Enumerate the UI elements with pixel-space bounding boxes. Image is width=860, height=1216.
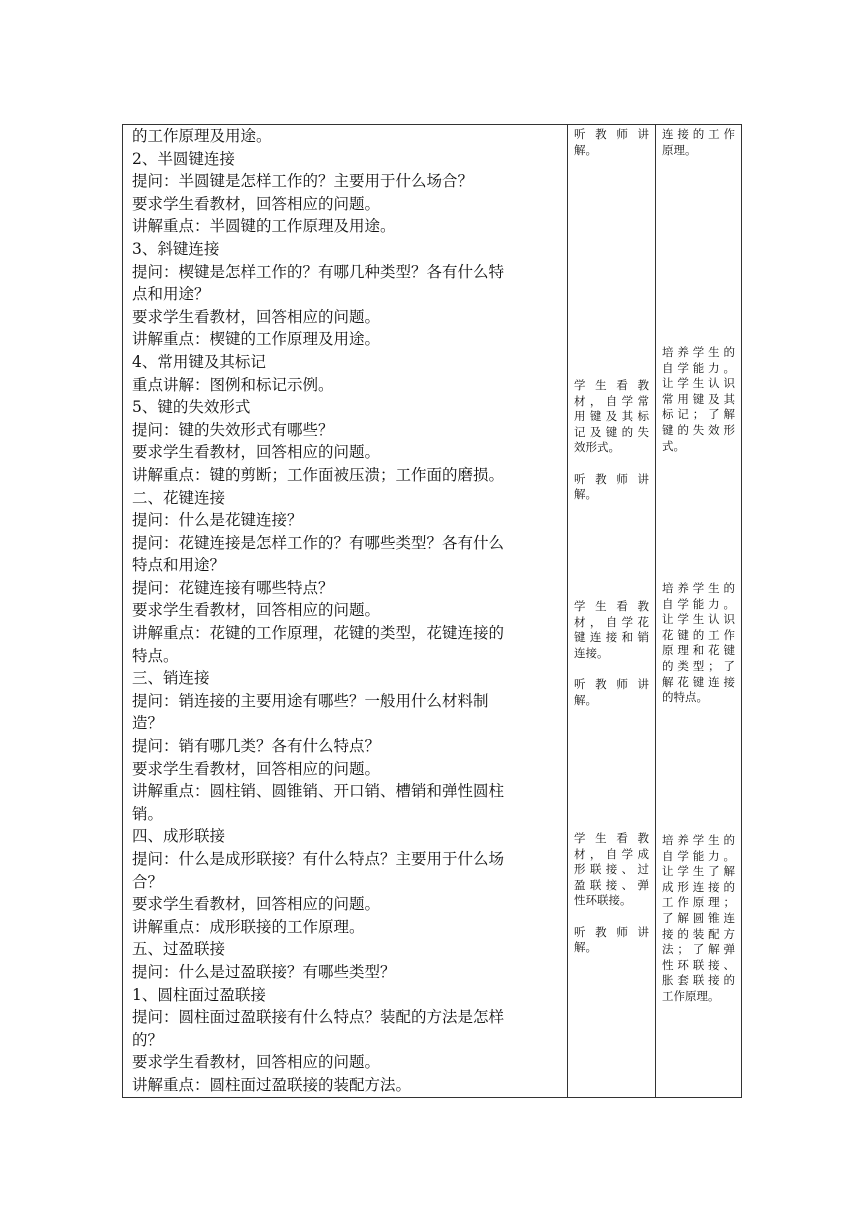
content-line: 讲解重点：键的剪断；工作面被压溃；工作面的磨损。 xyxy=(132,465,505,484)
content-line: 三、销连接 xyxy=(132,669,210,688)
content-line: 讲解重点：圆柱销、圆锥销、开口销、槽销和弹性圆柱 xyxy=(132,782,505,801)
side-text-line: 自学能力。 xyxy=(662,848,735,863)
side-text-line: 记及键的失 xyxy=(574,424,649,439)
side-text-line: 听教师讲 xyxy=(574,127,649,141)
content-line: 点和用途？ xyxy=(132,285,210,304)
content-line: 要求学生看教材，回答相应的问题。 xyxy=(132,759,381,778)
side-text-line: 性环联接、 xyxy=(662,957,735,972)
side-text-line: 工作原理； xyxy=(662,895,735,910)
content-line: 要求学生看教材，回答相应的问题。 xyxy=(132,194,381,213)
spacer xyxy=(574,909,649,925)
content-line: 要求学生看教材，回答相应的问题。 xyxy=(132,1053,381,1072)
content-line: 提问：什么是花键连接？ xyxy=(132,511,303,530)
content-line: 五、过盈联接 xyxy=(132,940,226,959)
side-text-line: 的特点。 xyxy=(662,690,708,705)
content-line: 3、斜键连接 xyxy=(132,239,220,258)
side-text-line: 常用键及其 xyxy=(662,391,735,406)
content-line: 要求学生看教材，回答相应的问题。 xyxy=(132,443,381,462)
side-text-line: 接的装配方 xyxy=(662,926,735,941)
side-text-line: 了解圆锥连 xyxy=(662,910,735,925)
side-text-line: 听教师讲 xyxy=(574,471,649,486)
content-line: 销。 xyxy=(132,804,164,823)
side-text-line: 性环联接。 xyxy=(574,893,632,908)
side-text-line: 解。 xyxy=(574,692,597,707)
content-line: 要求学生看教材，回答相应的问题。 xyxy=(132,307,381,326)
side-text-line: 培养学生的 xyxy=(662,833,735,847)
table-row xyxy=(123,125,742,1098)
teaching-content-text xyxy=(123,125,567,1097)
side-text-line: 用键及其标 xyxy=(574,409,649,424)
content-line: 提问：什么是成形联接？有什么特点？主要用于什么场 xyxy=(132,850,505,868)
side-text-line: 学生看教 xyxy=(574,599,649,613)
content-line: 的？ xyxy=(132,1030,164,1049)
content-line: 提问：销连接的主要用途有哪些？一般用什么材料制 xyxy=(132,691,489,710)
content-line: 提问：花键连接是怎样工作的？有哪些类型？各有什么 xyxy=(132,533,505,552)
content-line: 讲解重点：半圆键的工作原理及用途。 xyxy=(132,217,396,236)
side-text-line: 学生看教 xyxy=(574,378,649,392)
content-line: 2、半圆键连接 xyxy=(132,149,235,168)
content-line: 讲解重点：成形联接的工作原理。 xyxy=(132,917,365,936)
content-line: 特点。 xyxy=(132,646,179,665)
content-line: 重点讲解：图例和标记示例。 xyxy=(132,375,334,394)
side-text-line: 让学生了解 xyxy=(662,864,735,879)
content-line: 的工作原理及用途。 xyxy=(132,127,272,145)
side-text-line: 听教师讲 xyxy=(574,676,649,691)
side-text-line: 解花键连接 xyxy=(662,674,735,689)
side-text-line: 材，自学常 xyxy=(574,393,649,408)
side-text-line: 培养学生的 xyxy=(662,581,735,595)
design-intent-cell xyxy=(656,125,742,1098)
spacer xyxy=(574,456,649,472)
side-text-line: 的类型；了 xyxy=(662,658,735,673)
content-line: 提问：圆柱面过盈联接有什么特点？装配的方法是怎样 xyxy=(132,1008,505,1027)
side-text-line: 形联接、过 xyxy=(574,862,649,877)
side-text-line: 法；了解弹 xyxy=(662,942,735,957)
content-line: 提问：销有哪几类？各有什么特点？ xyxy=(132,737,381,756)
side-text-line: 工作原理。 xyxy=(662,988,720,1003)
side-text-line: 听教师讲 xyxy=(574,924,649,939)
side-text-line: 学生看教 xyxy=(574,831,649,845)
student-activity-cell xyxy=(568,125,656,1098)
side-text-line: 键连接和销 xyxy=(574,630,649,645)
side-text-line: 盈联接、弹 xyxy=(574,877,649,892)
content-line: 讲解重点：花键的工作原理，花键的类型，花键连接的 xyxy=(132,624,505,643)
content-line: 提问：花键连接有哪些特点？ xyxy=(132,578,334,597)
side-text-line: 原理和花键 xyxy=(662,643,735,658)
side-text-line: 培养学生的 xyxy=(662,345,735,359)
content-line: 提问：半圆键是怎样工作的？主要用于什么场合？ xyxy=(132,172,474,191)
teaching-content-cell xyxy=(123,125,568,1098)
side-text-line: 自学能力。 xyxy=(662,360,735,375)
side-text-line: 解。 xyxy=(574,142,597,157)
content-line: 造？ xyxy=(132,714,164,733)
side-text-line: 原理。 xyxy=(662,142,697,157)
content-line: 要求学生看教材，回答相应的问题。 xyxy=(132,601,381,620)
content-line: 要求学生看教材，回答相应的问题。 xyxy=(132,895,381,914)
side-text-line: 连接。 xyxy=(574,645,609,660)
lesson-plan-table xyxy=(122,124,742,1098)
student-activity-block-2 xyxy=(574,378,649,503)
side-text-line: 自学能力。 xyxy=(662,596,735,611)
student-activity-block-3 xyxy=(574,599,649,708)
side-text-line: 标记；了解 xyxy=(662,407,735,422)
design-intent-block-1 xyxy=(662,127,735,158)
content-line: 提问：键的失效形式有哪些？ xyxy=(132,420,334,439)
side-text-line: 花键的工作 xyxy=(662,627,735,642)
content-line: 特点和用途？ xyxy=(132,556,226,575)
spacer xyxy=(574,661,649,677)
content-line: 四、成形联接 xyxy=(132,827,226,846)
content-line: 提问：楔键是怎样工作的？有哪几种类型？各有什么特 xyxy=(132,262,505,281)
content-line: 提问：什么是过盈联接？有哪些类型？ xyxy=(132,962,396,981)
design-intent-block-4 xyxy=(662,833,735,1005)
side-text-line: 连接的工作 xyxy=(662,127,735,141)
side-text-line: 材，自学成 xyxy=(574,846,649,861)
side-text-line: 解。 xyxy=(574,940,597,955)
content-line: 1、圆柱面过盈联接 xyxy=(132,985,266,1004)
side-text-line: 让学生认识 xyxy=(662,612,735,627)
content-line: 4、常用键及其标记 xyxy=(132,352,266,371)
content-line: 二、花键连接 xyxy=(132,488,226,507)
side-text-line: 解。 xyxy=(574,487,597,502)
content-line: 5、键的失效形式 xyxy=(132,398,251,417)
side-text-line: 成形连接的 xyxy=(662,879,735,894)
student-activity-block-4 xyxy=(574,831,649,956)
content-line: 讲解重点：圆柱面过盈联接的装配方法。 xyxy=(132,1075,412,1094)
side-text-line: 材，自学花 xyxy=(574,614,649,629)
side-text-line: 效形式。 xyxy=(574,440,620,455)
side-text-line: 式。 xyxy=(662,438,685,453)
content-line: 讲解重点：楔键的工作原理及用途。 xyxy=(132,330,381,349)
content-line: 合？ xyxy=(132,872,164,891)
side-text-line: 让学生认识 xyxy=(662,376,735,391)
design-intent-block-3 xyxy=(662,581,735,706)
side-text-line: 键的失效形 xyxy=(662,422,735,437)
design-intent-block-2 xyxy=(662,345,735,454)
student-activity-block-1 xyxy=(574,127,649,158)
side-text-line: 胀套联接的 xyxy=(662,973,735,988)
